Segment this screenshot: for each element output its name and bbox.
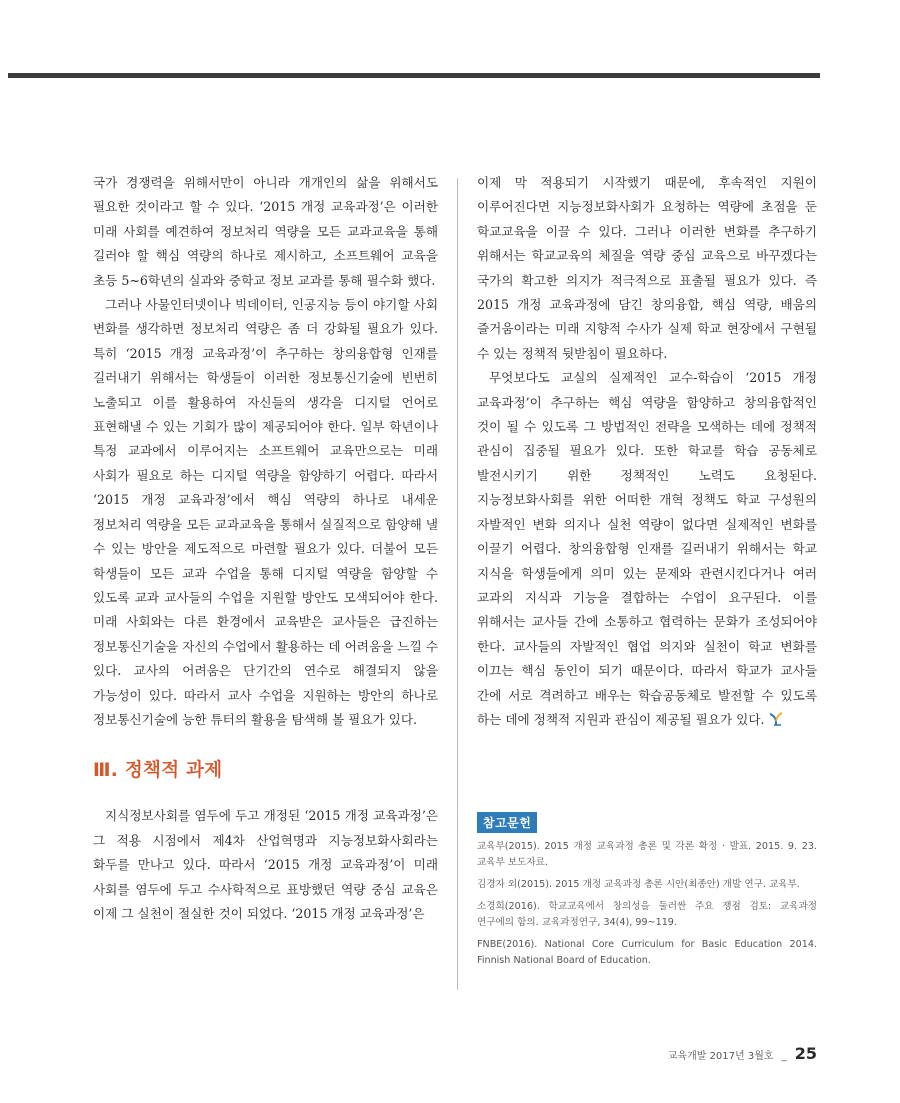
- right-paragraph-1: 이제 막 적용되기 시작했기 때문에, 후속적인 지원이 이루어진다면 지능정보화사회가 요청하는 역량에 초점을 둔 학교교육을 이끌 수 있다. 그러나 이러한 변화를 추구하기 위해서는 학교교육의 체질을 역량 중심 교육으로 바꾸겠다는 국가의 확고한 의지가 적극적으로 표출될 필요가 있다. 즉 2015 개정 교육과정에 담긴 창의융합, 핵심 역량, 배움의 즐거움이라는 미래 지향적 수사가 실제 학교 현장에서 구현될 수 있는 정책적 뒷받침이 필요하다.: [477, 175, 817, 361]
- right-paragraph-2: [477, 366, 817, 732]
- right-paragraph-2-text: 무엇보다도 교실의 실제적인 교수-학습이 ‘2015 개정 교육과정’이 추구하는 핵심 역량을 함양하고 창의융합적인 것이 될 수 있도록 그 방법적인 전략을 모색하는 데에 정책적 관심이 집중될 필요가 있다. 또한 학교를 학습 공동체로 발전시키기 위한 정책적인 노력도 요청된다. 지능정보화사회를 위한 어떠한 개혁 정책도 학교 구성원의 자발적인 변화 의지나 실천 역량이 없다면 실제적인 변화를 이끌기 어렵다. 창의융합형 인재를 길러내기 위해서는 학교 지식을 학생들에게 의미 있는 문제와 관련시킨다거나 여러 교과의 지식과 기능을 결합하는 수업이 요구된다. 이를 위해서는 교사들 간에 소통하고 협력하는 문화가 조성되어야 한다. 교사들의 자발적인 협업 의지와 실천이 학교 변화를 이끄는 핵심 동인이 되기 때문이다. 따라서 학교가 교사들 간에 서로 격려하고 배우는 학습공동체로 발전할 수 있도록 하는 데에 정책적 지원과 관심이 제공될 필요가 있다.: [477, 370, 817, 727]
- page-number: 25: [794, 1044, 817, 1063]
- page-footer: [668, 1044, 817, 1063]
- left-paragraph-2: 그러나 사물인터넷이나 빅데이터, 인공지능 등이 야기할 사회 변화를 생각하면 정보처리 역량은 좀 더 강화될 필요가 있다. 특히 ‘2015 개정 교육과정’이 추구하는 창의융합형 인재를 길러내기 위해서는 학생들이 이러한 정보통신기술에 빈번히 노출되고 이를 활용하여 자신들의 생각을 디지털 언어로 표현해낼 수 있는 기회가 많이 제공되어야 한다. 일부 학년이나 특정 교과에서 이루어지는 소프트웨어 교육만으로는 미래 사회가 필요로 하는 디지털 역량을 함양하기 어렵다. 따라서 ‘2015 개정 교육과정’에서 핵심 역량의 하나로 내세운 정보처리 역량을 모든 교과교육을 통해서 실질적으로 함양해 낼 수 있는 방안을 제도적으로 마련할 필요가 있다. 더불어 모든 학생들이 모든 교과 수업을 통해 디지털 역량을 함양할 수 있도록 교과 교사들의 수업을 지원할 방안도 모색되어야 한다. 미래 사회와는 다른 환경에서 교육받은 교사들은 급진하는 정보통신기술을 자신의 수업에서 활용하는 데 어려움을 느낄 수 있다. 교사의 어려움은 단기간의 연수로 해결되지 않을 가능성이 있다. 따라서 교사 수업을 지원하는 방안의 하나로 정보통신기술에 능한 튜터의 활용을 탐색해 볼 필요가 있다.: [93, 297, 438, 727]
- column-divider: [457, 178, 458, 990]
- left-column: [93, 171, 438, 926]
- references-label: 참고문헌: [477, 812, 537, 833]
- right-column: [477, 171, 817, 732]
- footer-publication: 교육개발 2017년 3월호: [667, 1051, 774, 1062]
- reference-item: 김경자 외(2015). 2015 개정 교육과정 총론 시안(최종안) 개발 연구. 교육부.: [477, 879, 800, 890]
- reference-item: 교육부(2015). 2015 개정 교육과정 총론 및 각론 확정 · 발표. 2015. 9. 23. 교육부 보도자료.: [477, 841, 817, 868]
- top-rule: [8, 73, 820, 78]
- reference-item: FNBE(2016). National Core Curriculum for Basic Education 2014. Finnish National Board of Education.: [477, 939, 817, 966]
- left-paragraph-1: 국가 경쟁력을 위해서만이 아니라 개개인의 삶을 위해서도 필요한 것이라고 할 수 있다. ‘2015 개정 교육과정’은 이러한 미래 사회를 예견하여 정보처리 역량을 모든 교과교육을 통해 길러야 할 핵심 역량의 하나로 제시하고, 소프트웨어 교육을 초등 5~6학년의 실과와 중학교 정보 교과를 통해 필수화 했다.: [93, 175, 438, 288]
- footer-separator: _: [781, 1051, 787, 1062]
- leaf-logo-icon: [769, 712, 783, 726]
- references-list: [477, 839, 817, 975]
- section-heading: Ⅲ. 정책적 과제: [93, 760, 223, 782]
- section-paragraph: 지식정보사회를 염두에 두고 개정된 ‘2015 개정 교육과정’은 그 적용 시점에서 제4차 산업혁명과 지능정보화사회라는 화두를 만나고 있다. 따라서 ‘2015 개정 교육과정’이 미래 사회를 염두에 두고 수사학적으로 표방했던 역량 중심 교육은 이제 그 실천이 절실한 것이 되었다. ‘2015 개정 교육과정’은: [93, 808, 438, 921]
- reference-item: 소경희(2016). 학교교육에서 창의성을 둘러싼 주요 쟁점 검토: 교육과정 연구에의 함의. 교육과정연구, 34(4), 99~119.: [477, 901, 817, 928]
